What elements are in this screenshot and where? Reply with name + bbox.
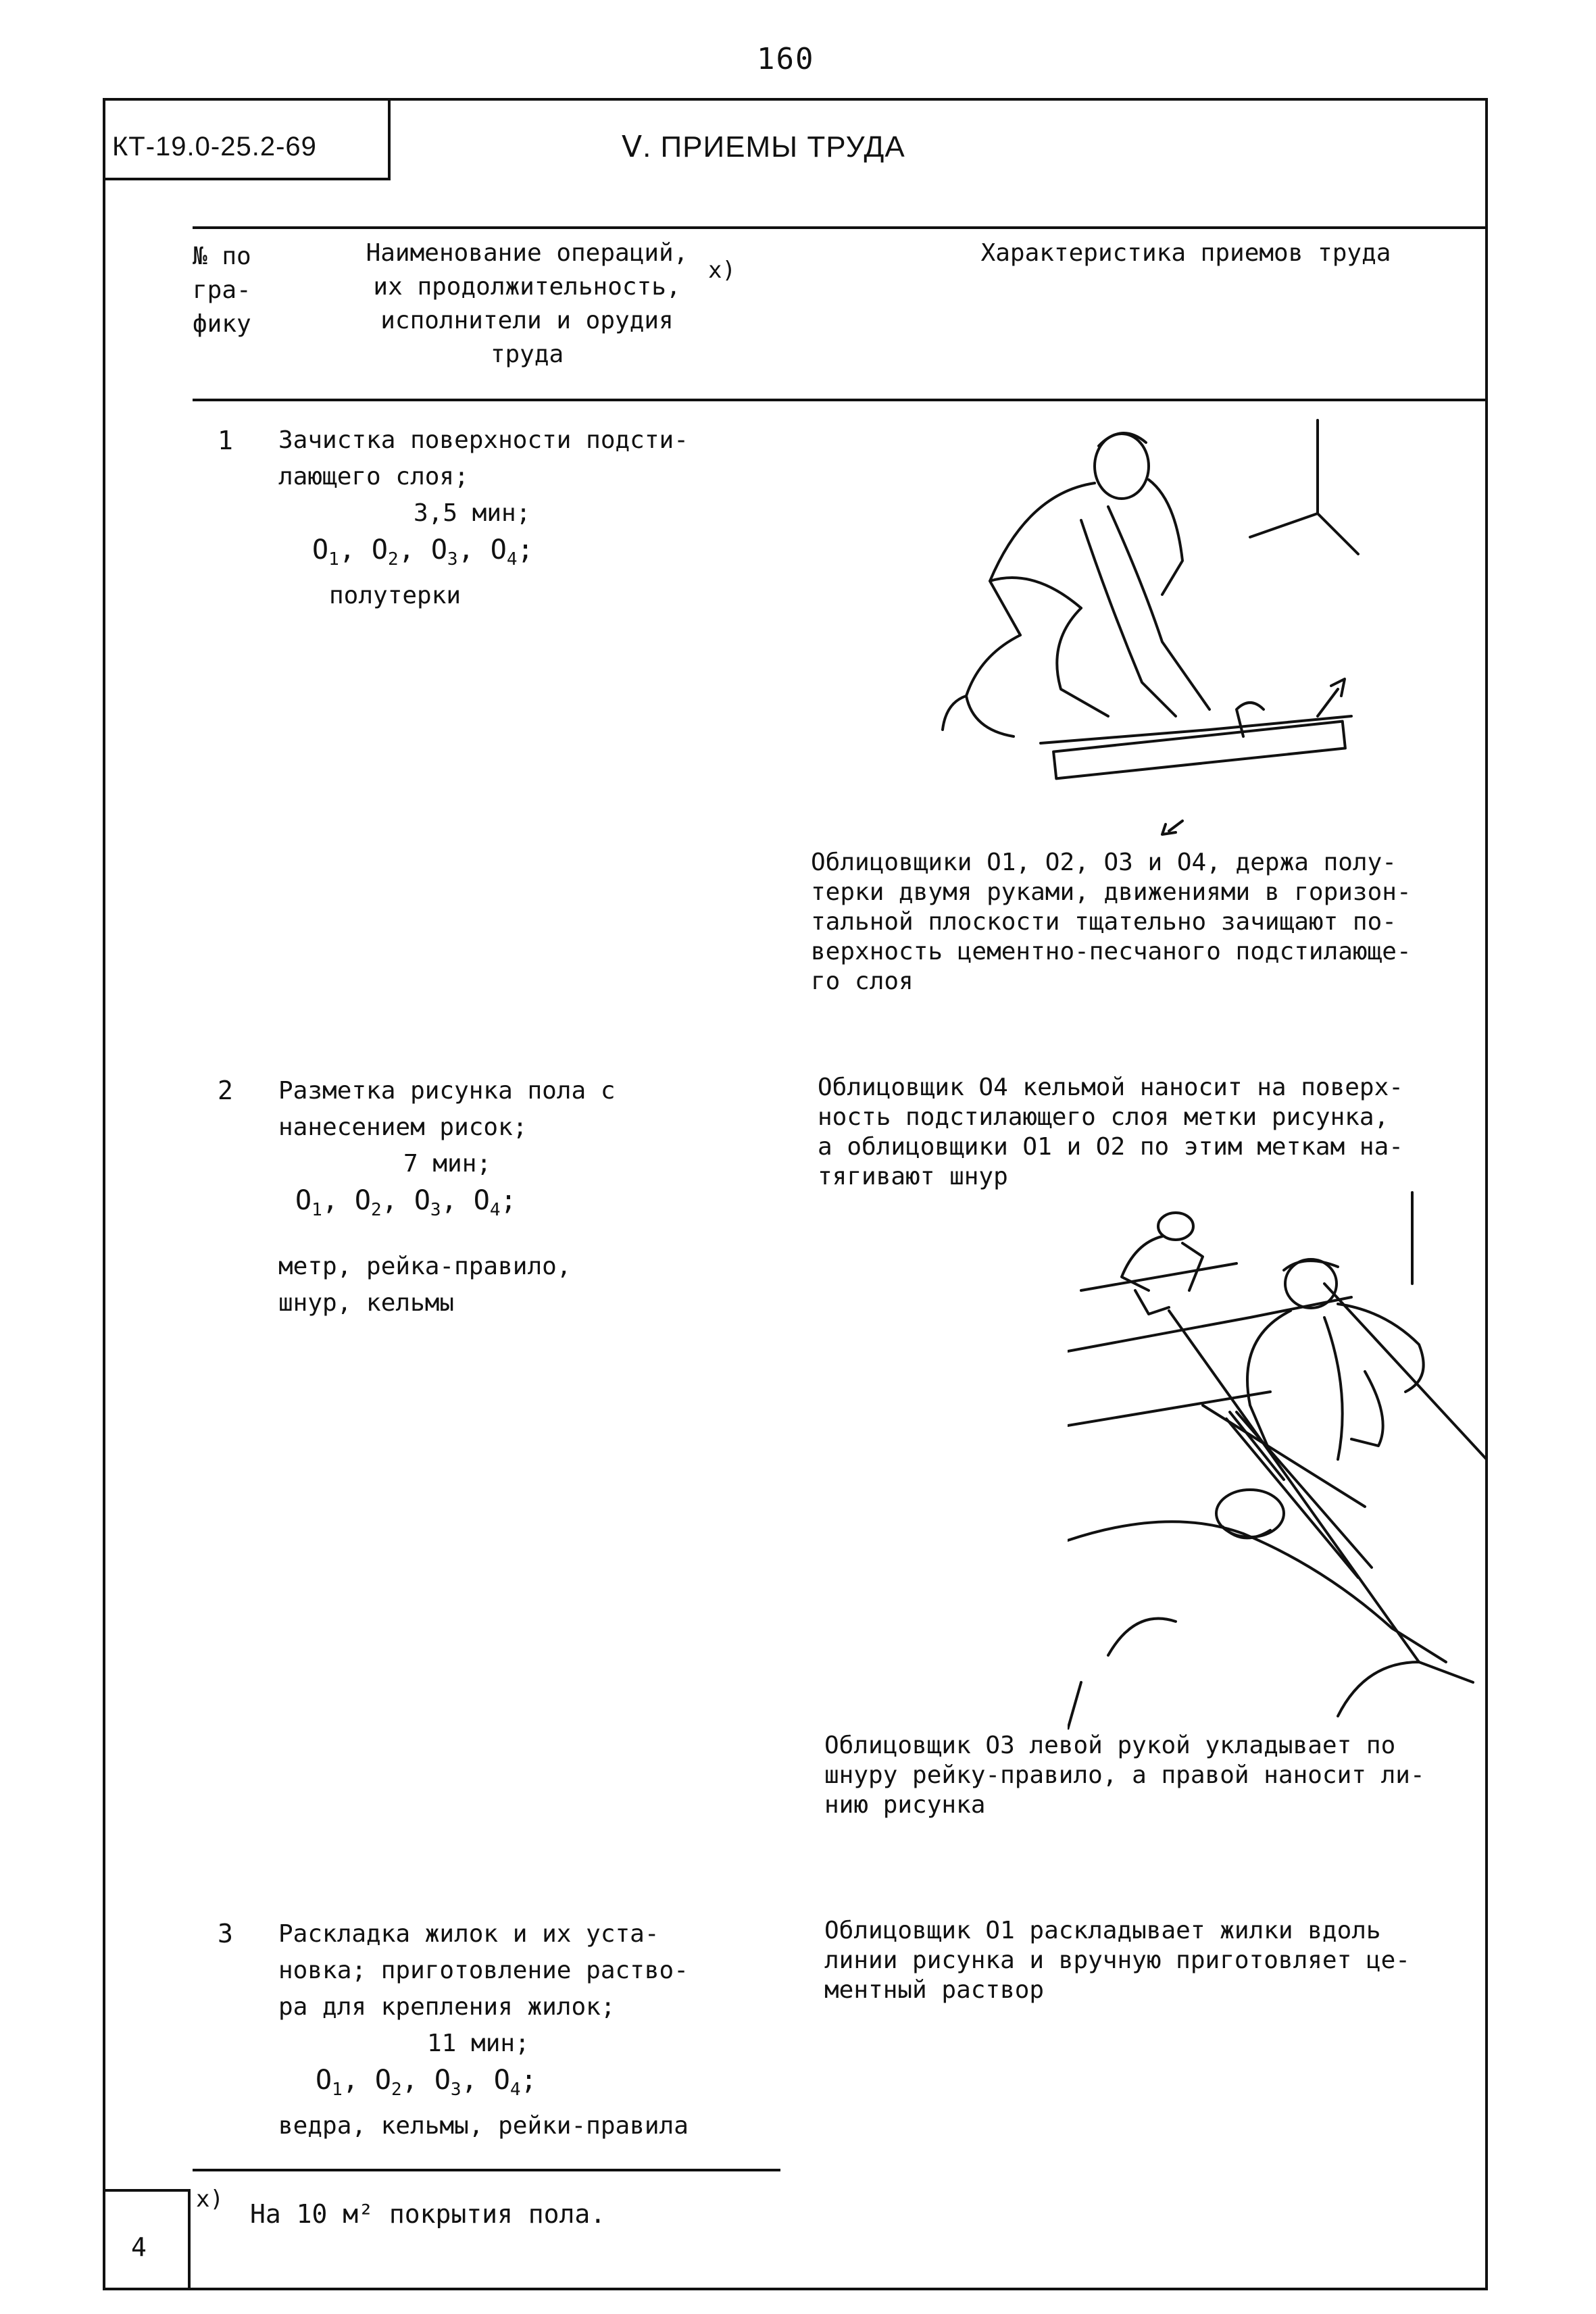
row-3-operation: Раскладка жилок и их уста- новка; приготовление раство- ра для крепления жилок; 11 мин; $O_1$, $O_2$, $O_3$, $O_4$; ведра, кельмы, рейки-правила	[278, 1916, 765, 2144]
row-3-description: Облицовщик O1 раскладывает жилки вдоль линии рисунка и вручную приготовляет це- ментный раствор	[824, 1917, 1410, 2004]
header-top-rule	[193, 226, 1487, 229]
illustration-floor-marking	[1068, 1189, 1487, 1730]
header-col-operations: Наименование операций, их продолжительность, исполнители и орудия труда	[366, 239, 689, 368]
row-1-tools: полутерки	[329, 582, 462, 609]
row-3-tools: ведра, кельмы, рейки-правила	[278, 2112, 689, 2140]
footnote-mark: x)	[196, 2186, 224, 2213]
footnote-text: На 10 м² покрытия пола.	[250, 2199, 606, 2229]
row-3-duration: 11 мин;	[427, 2030, 530, 2057]
row-1-number: 1	[218, 426, 233, 455]
footnote-rule	[193, 2169, 780, 2171]
header-col-number: № по гра- фику	[193, 243, 251, 338]
header-bottom-rule	[193, 399, 1487, 401]
row-1-duration: 3,5 мин;	[414, 499, 531, 527]
row-1-description: Облицовщики O1, O2, O3 и O4, держа полу- терки двумя руками, движениями в горизон- тальной плоскости тщательно зачищают по- верхность цементно-песчаного подстилающе- го слоя	[811, 849, 1412, 995]
illustration-floor-cleaning	[939, 419, 1480, 851]
row-2-description-2: Облицовщик O3 левой рукой укладывает по шнуру рейку-правило, а правой наносит ли- нию рисунка	[824, 1732, 1425, 1819]
row-2-duration: 7 мин;	[403, 1150, 492, 1178]
sheet-number: 4	[103, 2189, 191, 2290]
row-2-tools-1: метр, рейка-правило,	[278, 1253, 572, 1280]
row-1-workers: $O_1$, $O_2$, $O_3$, $O_4$;	[312, 534, 534, 570]
row-3-number: 3	[218, 1919, 233, 1948]
row-2-description: Облицовщик O4 кельмой наносит на поверх- ность подстилающего слоя метки рисунка, а облицовщики O1 и O2 по этим меткам на- тягивают шнур	[818, 1074, 1403, 1190]
page-number: 160	[757, 42, 815, 76]
header-footnote-mark: x)	[708, 257, 736, 284]
document-code: КТ-19.0-25.2-69	[103, 98, 391, 180]
row-2-workers: $O_1$, $O_2$, $O_3$, $O_4$;	[295, 1185, 517, 1220]
row-3-workers: $O_1$, $O_2$, $O_3$, $O_4$;	[316, 2065, 537, 2100]
section-title: Ⅴ. ПРИЕМЫ ТРУДА	[622, 130, 905, 164]
header-col-description: Характеристика приемов труда	[980, 239, 1391, 267]
row-2-tools-2: шнур, кельмы	[278, 1289, 455, 1317]
row-2-operation: Разметка рисунка пола с нанесением рисок; 7 мин; $O_1$, $O_2$, $O_3$, $O_4$; метр, рейка-правило, шнур, кельмы	[278, 1073, 765, 1322]
row-2-number: 2	[218, 1076, 233, 1105]
row-1-operation: Зачистка поверхности подсти- лающего слоя; 3,5 мин; $O_1$, $O_2$, $O_3$, $O_4$; полутерки	[278, 422, 765, 614]
